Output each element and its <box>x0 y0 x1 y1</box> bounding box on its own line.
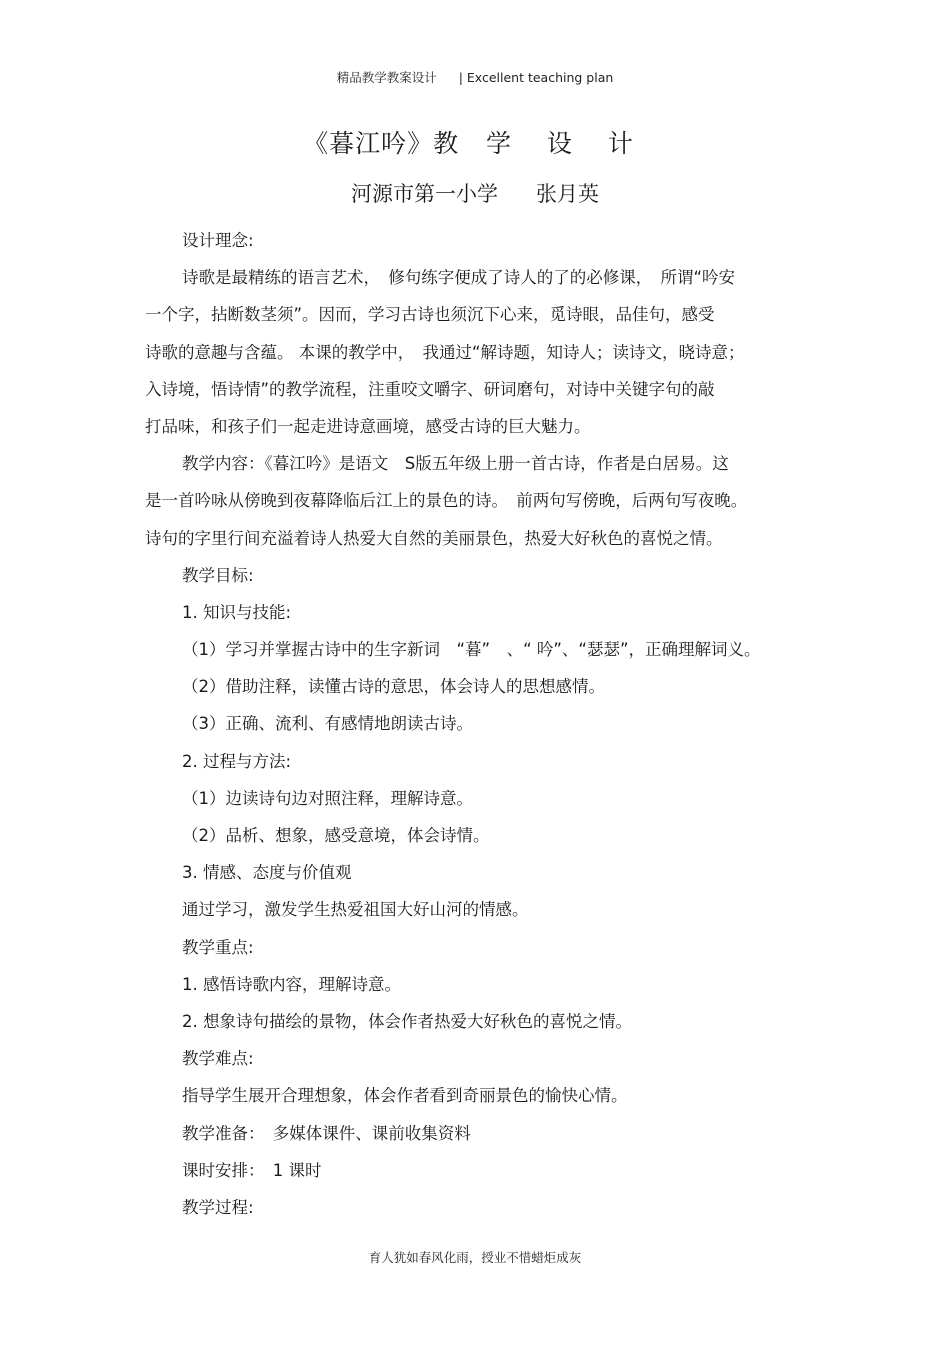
body-line: （3）正确、流利、有感情地朗读古诗。 <box>182 714 473 734</box>
document-title <box>0 124 950 160</box>
body-line: （1）学习并掌握古诗中的生字新词 “暮” 、“ 吟”、“瑟瑟”，正确理解词义。 <box>182 640 761 660</box>
body-line: 教学过程: <box>182 1197 254 1217</box>
body-line: 2. 过程与方法: <box>182 751 292 771</box>
body-line: 入诗境，悟诗情”的教学流程，注重咬文嚼字、研词磨句，对诗中关键字句的敲 <box>145 379 715 399</box>
author-line <box>0 178 950 208</box>
body-line: 课时安排： 1 课时 <box>182 1160 322 1180</box>
page-header <box>0 68 950 86</box>
body-line: 教学准备： 多媒体课件、课前收集资料 <box>182 1123 471 1143</box>
author-name: 张月英 <box>536 182 599 206</box>
body-line: 教学目标: <box>182 565 254 585</box>
body-line: 教学难点: <box>182 1049 254 1069</box>
page-footer: 育人犹如春风化雨，授业不惜蜡炬成灰 <box>368 1250 582 1265</box>
body-line: （1）边读诗句边对照注释，理解诗意。 <box>182 788 473 808</box>
body-line: 诗歌是最精练的语言艺术， 修句练字便成了诗人的了的必修课， 所谓“吟安 <box>182 268 736 288</box>
body-line: 2. 想象诗句描绘的景物，体会作者热爱大好秋色的喜悦之情。 <box>182 1011 632 1031</box>
body-line: 教学重点: <box>182 937 254 957</box>
body-line: 教学内容：《暮江吟》是语文 S版五年级上册一首古诗，作者是白居易。这 <box>182 454 729 474</box>
body-line: 一个字，拈断数茎须”。因而，学习古诗也须沉下心来，觅诗眼，品佳句，感受 <box>145 305 715 325</box>
body-line: 诗歌的意趣与含蕴。 本课的教学中， 我通过“解诗题，知诗人；读诗文，晓诗意； <box>145 342 745 362</box>
body-line: 3. 情感、态度与价值观 <box>182 863 352 883</box>
body-line: （2）品析、想象，感受意境，体会诗情。 <box>182 826 490 845</box>
title-part-2: 学 设 计 <box>485 129 647 158</box>
header-right-text: | Excellent teaching plan <box>458 70 614 85</box>
body-line: 指导学生展开合理想象，体会作者看到奇丽景色的愉快心情。 <box>182 1086 628 1106</box>
body-line: 通过学习，激发学生热爱祖国大好山河的情感。 <box>182 900 529 920</box>
body-line: （2）借助注释，读懂古诗的意思，体会诗人的思想感情。 <box>182 677 605 697</box>
title-part-1: 《暮江吟》教 <box>303 129 460 158</box>
author-school: 河源市第一小学 <box>351 182 498 206</box>
body-line: 是一首吟咏从傍晚到夜幕降临后江上的景色的诗。 前两句写傍晚，后两句写夜晚。 <box>145 491 748 511</box>
body-line: 诗句的字里行间充溢着诗人热爱大自然的美丽景色，热爱大好秋色的喜悦之情。 <box>145 528 723 548</box>
header-left-text: 精品教学教案设计 <box>336 70 437 85</box>
document-body <box>145 222 810 1226</box>
body-line: 设计理念: <box>182 231 254 250</box>
body-line: 打品味，和孩子们一起走进诗意画境，感受古诗的巨大魅力。 <box>145 416 591 436</box>
body-line: 1. 感悟诗歌内容，理解诗意。 <box>182 974 401 994</box>
body-line: 1. 知识与技能: <box>182 602 292 622</box>
